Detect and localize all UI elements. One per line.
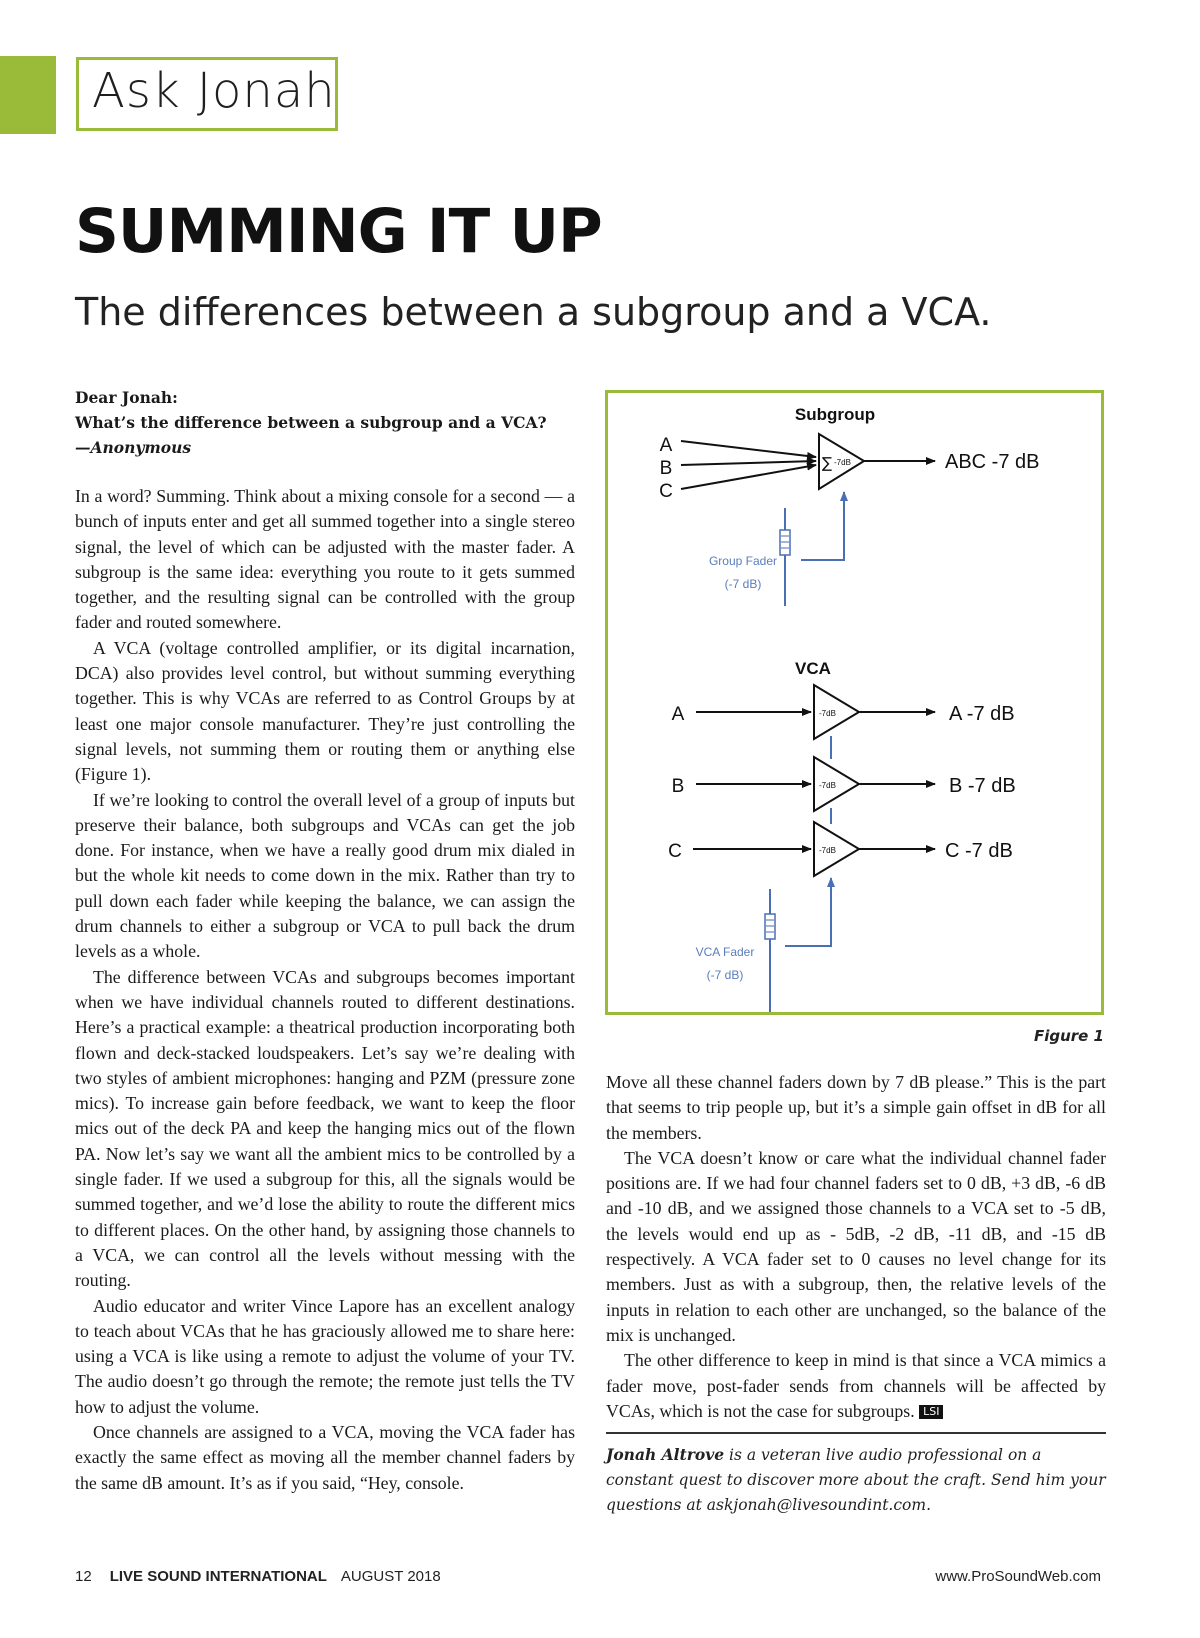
page-number: 12 (75, 1568, 92, 1585)
group-control-line (801, 492, 844, 560)
vca-fader-value: (-7 dB) (706, 968, 744, 982)
figure-caption: Figure 1 (1033, 1027, 1104, 1045)
vca-output-b: B -7 dB (949, 775, 1016, 797)
column-name: Ask Jonah (92, 63, 336, 119)
letter-question: What’s the difference between a subgroup and a VCA? (75, 413, 547, 432)
issue-date: AUGUST 2018 (340, 1568, 441, 1585)
group-fader-value: (-7 dB) (724, 577, 762, 591)
subgroup-output: ABC -7 dB (945, 451, 1040, 473)
author-name: Jonah Altrove (606, 1445, 725, 1464)
reader-letter (75, 385, 580, 460)
vca-output-a: A -7 dB (949, 703, 1015, 725)
vca-amp-gain-c: -7dB (819, 846, 836, 855)
vca-title: VCA (795, 659, 831, 678)
letter-signature: —Anonymous (75, 438, 192, 457)
letter-salutation: Dear Jonah: (75, 388, 178, 407)
subgroup-title: Subgroup (794, 405, 876, 424)
subgroup-line-a (681, 441, 816, 457)
paragraph: If we’re looking to control the overall level of a group of inputs but preserve their balance, both subgroups and VCAs can get the job done. For instance, when we have a really good drum mix dialed in but the whole kit needs to come down in the mix. Rather than try to pull down each fader while keeping the balance, we can assign the drum channels to either a subgroup or VCA to pull back the drum levels as a whole. (75, 789, 575, 962)
paragraph (606, 1348, 1106, 1424)
vca-input-b: B (671, 776, 685, 797)
paragraph: The difference between VCAs and subgroups becomes important when we have individual channels routed to different destinations. Here’s a practical example: a theatrical production incorporating both flown and deck-stacked loudspeakers. Let’s say we’re dealing with two styles of ambient microphones: hanging and PZM (pressure zone mics). To increase gain before feedback, we want to keep the floor mics out of the deck PA and keep the hanging mics out of the flown PA. Now let’s say we want all the ambient mics to be controlled by a single fader. If we used a subgroup for this, all the signals would be summed together, and we’d lose the ability to route the different mics to different places. On the other hand, by assigning those channels to a VCA, we can control all the levels without messing with the routing. (75, 966, 575, 1291)
vca-fader-label: VCA Fader (695, 945, 755, 959)
headline: SUMMING IT UP (75, 196, 602, 267)
subgroup-input-c: C (659, 481, 673, 502)
bio-divider (606, 1432, 1106, 1434)
subgroup-line-b (681, 461, 816, 465)
column-header-box (76, 57, 338, 131)
page-footer (75, 1568, 441, 1585)
body-column-left (75, 484, 575, 1496)
accent-bar (0, 56, 56, 134)
sum-symbol: ∑ (822, 454, 833, 472)
vca-control-line (785, 878, 831, 946)
paragraph-text: The other difference to keep in mind is that since a VCA mimics a fader move, post-fader sends from channels will be affected by VCAs, which is not the case for subgroups. (606, 1350, 1106, 1421)
subgroup-input-b: B (659, 458, 673, 479)
vca-input-c: C (668, 841, 682, 862)
vca-output-c: C -7 dB (945, 840, 1013, 862)
end-mark: LSI (919, 1405, 943, 1419)
website-link[interactable]: www.ProSoundWeb.com (935, 1568, 1101, 1585)
author-bio-text: is a veteran live audio professional on a constant quest to discover more about the craft. Send him your questions at askjonah@livesoundint.com. (606, 1446, 1106, 1514)
paragraph: Move all these channel faders down by 7 dB please.” This is the part that seems to trip people up, but it’s a simple gain offset in dB for all the members. (606, 1072, 1106, 1143)
subgroup-amp-gain: -7dB (834, 458, 851, 467)
subgroup-line-c (681, 465, 816, 489)
subgroup-input-a: A (659, 435, 673, 456)
body-column-right (606, 1070, 1106, 1424)
vca-input-a: A (671, 704, 685, 725)
figure-1 (605, 390, 1104, 1015)
publication-name: LIVE SOUND INTERNATIONAL (109, 1568, 327, 1585)
author-bio (606, 1442, 1106, 1518)
paragraph: A VCA (voltage controlled amplifier, or its digital incarnation, DCA) also provides level control, but without summing everything together. This is why VCAs are referred to as Control Groups by at least one major console manufacturer. They’re just controlling the signal levels, not summing them or routing them or anything else (Figure 1). (75, 637, 575, 785)
signal-flow-diagram (608, 393, 1101, 1012)
vca-amp-gain-a: -7dB (819, 709, 836, 718)
paragraph: In a word? Summing. Think about a mixing console for a second — a bunch of inputs enter and get all summed together into a single stereo signal, the level of which can be adjusted with the master fader. A subgroup is the same idea: everything you route to it gets summed together, and the resulting signal can be controlled with the group fader and routed somewhere. (75, 486, 575, 633)
group-fader-label: Group Fader (708, 554, 778, 568)
paragraph: Once channels are assigned to a VCA, moving the VCA fader has exactly the same effect as moving all the member channel faders by the same dB amount. It’s as if you said, “Hey, console. (75, 1421, 575, 1493)
paragraph: Audio educator and writer Vince Lapore has an excellent analogy to teach about VCAs that he has graciously allowed me to share here: using a VCA is like using a remote to adjust the volume of your TV. The audio doesn’t go through the remote; the remote just tells the TV how to adjust the volume. (75, 1295, 575, 1417)
vca-amp-gain-b: -7dB (819, 781, 836, 790)
paragraph: The VCA doesn’t know or care what the individual channel fader positions are. If we had four channel faders set to 0 dB, +3 dB, -6 dB and -10 dB, and we assigned those channels to a VCA set to -5 dB, the levels would end up as - 5dB, -2 dB, -11 dB, and -15 dB respectively. A VCA fader set to 0 causes no level change for its members. Just as with a subgroup, then, the relative levels of the inputs in relation to each other are unchanged, so the balance of the mix is unchanged. (606, 1147, 1106, 1345)
subhead: The differences between a subgroup and a VCA. (75, 290, 992, 334)
